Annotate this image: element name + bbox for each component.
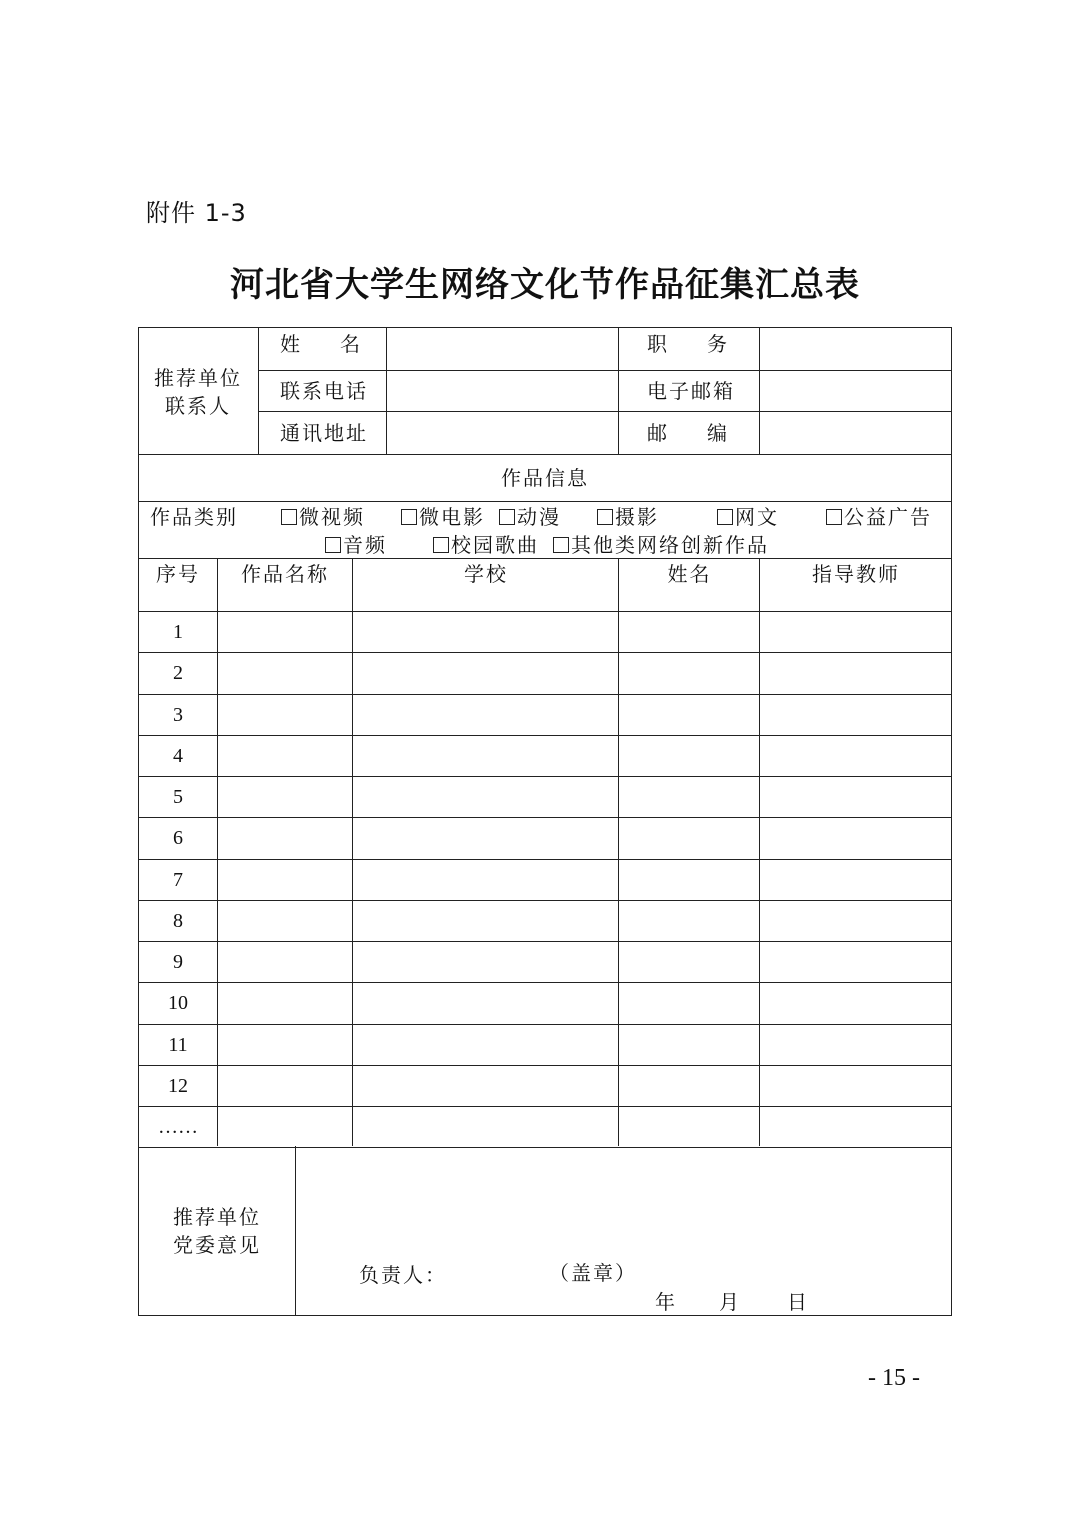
table-cell-field[interactable] xyxy=(620,613,759,650)
table-cell-field[interactable] xyxy=(620,943,759,980)
responsible-person-label: 负责人： xyxy=(359,1263,447,1287)
page-title: 河北省大学生网络文化节作品征集汇总表 xyxy=(230,265,860,305)
table-cell-field[interactable] xyxy=(218,943,352,980)
table-cell-field[interactable] xyxy=(761,1067,951,1104)
address-label: 通讯地址 xyxy=(280,421,368,445)
postcode-label: 邮 编 xyxy=(647,421,727,445)
position-label: 职 务 xyxy=(647,332,727,356)
category-option[interactable] xyxy=(826,503,932,531)
opinion-label-line2: 党委意见 xyxy=(173,1233,261,1257)
table-cell-field[interactable] xyxy=(354,861,618,898)
table-row-index: 5 xyxy=(173,786,183,808)
opinion-label xyxy=(140,1203,294,1259)
table-cell-field[interactable] xyxy=(218,696,352,733)
category-option[interactable] xyxy=(717,503,779,531)
category-option-label: 微电影 xyxy=(419,505,485,529)
checkbox-icon[interactable] xyxy=(325,537,341,553)
divider xyxy=(138,1106,952,1107)
table-cell-field[interactable] xyxy=(620,1108,759,1145)
table-row-index: 8 xyxy=(173,910,183,932)
table-cell-field[interactable] xyxy=(620,819,759,856)
table-cell-field[interactable] xyxy=(218,1067,352,1104)
table-cell-field[interactable] xyxy=(354,778,618,815)
checkbox-icon[interactable] xyxy=(597,509,613,525)
divider xyxy=(618,327,619,454)
checkbox-icon[interactable] xyxy=(281,509,297,525)
date-day-label: 日 xyxy=(787,1290,807,1314)
table-cell-field[interactable] xyxy=(620,778,759,815)
name-label: 姓 名 xyxy=(280,332,360,356)
table-cell-field[interactable] xyxy=(354,943,618,980)
checkbox-icon[interactable] xyxy=(433,537,449,553)
divider xyxy=(138,1024,952,1025)
table-cell-field[interactable] xyxy=(620,696,759,733)
contact-group-label xyxy=(140,364,256,420)
contact-group-label-line1: 推荐单位 xyxy=(154,366,242,390)
checkbox-icon[interactable] xyxy=(826,509,842,525)
divider xyxy=(138,941,952,942)
table-row-index: 1 xyxy=(173,621,183,643)
divider xyxy=(138,694,952,695)
attachment-label: 附件 1-3 xyxy=(146,199,247,227)
table-cell-field[interactable] xyxy=(761,861,951,898)
divider xyxy=(138,652,952,653)
checkbox-icon[interactable] xyxy=(553,537,569,553)
table-cell-field[interactable] xyxy=(620,861,759,898)
table-row-index: 11 xyxy=(168,1034,188,1056)
table-row-index: …… xyxy=(158,1116,198,1138)
divider xyxy=(258,411,951,412)
divider xyxy=(352,558,353,1146)
divider xyxy=(618,558,619,1146)
table-cell-field[interactable] xyxy=(218,1026,352,1063)
table-cell-field[interactable] xyxy=(218,613,352,650)
date-year-label: 年 xyxy=(655,1290,675,1314)
category-option-label: 摄影 xyxy=(615,505,659,529)
table-row-index: 3 xyxy=(173,704,183,726)
table-cell-field[interactable] xyxy=(218,819,352,856)
category-option-label: 其他类网络创新作品 xyxy=(571,533,769,557)
table-cell-field[interactable] xyxy=(620,737,759,774)
category-option[interactable] xyxy=(597,503,659,531)
table-border-top xyxy=(138,327,952,328)
category-option[interactable] xyxy=(553,531,769,559)
divider xyxy=(138,454,952,455)
opinion-label-line1: 推荐单位 xyxy=(173,1205,261,1229)
date-month-label: 月 xyxy=(719,1290,739,1314)
table-cell-field[interactable] xyxy=(218,984,352,1021)
table-border-bottom xyxy=(138,1315,952,1316)
category-option-label: 动漫 xyxy=(517,505,561,529)
divider xyxy=(138,735,952,736)
table-row-index: 7 xyxy=(173,869,183,891)
divider xyxy=(759,327,760,454)
category-option[interactable] xyxy=(433,531,539,559)
table-cell-field[interactable] xyxy=(218,737,352,774)
table-cell-field[interactable] xyxy=(761,696,951,733)
category-option-label: 音频 xyxy=(343,533,387,557)
category-option-label: 公益广告 xyxy=(844,505,932,529)
table-cell-field[interactable] xyxy=(218,654,352,691)
divider xyxy=(138,982,952,983)
table-cell-field[interactable] xyxy=(620,984,759,1021)
divider xyxy=(138,1065,952,1066)
table-cell-field[interactable] xyxy=(354,984,618,1021)
table-cell-field[interactable] xyxy=(761,737,951,774)
divider xyxy=(138,558,952,559)
table-cell-field[interactable] xyxy=(354,737,618,774)
page-number: - 15 - xyxy=(868,1365,920,1391)
category-option[interactable] xyxy=(281,503,365,531)
divider xyxy=(759,558,760,1146)
table-cell-field[interactable] xyxy=(620,902,759,939)
email-label: 电子邮箱 xyxy=(647,379,735,403)
column-header-school: 学校 xyxy=(464,562,508,586)
table-cell-field[interactable] xyxy=(761,902,951,939)
table-row-index: 10 xyxy=(168,992,188,1014)
column-header-index: 序号 xyxy=(156,562,200,586)
table-cell-field[interactable] xyxy=(761,984,951,1021)
table-cell-field[interactable] xyxy=(354,819,618,856)
table-row-index: 4 xyxy=(173,745,183,767)
table-cell-field[interactable] xyxy=(218,778,352,815)
works-info-header: 作品信息 xyxy=(501,466,589,490)
category-option[interactable] xyxy=(499,503,561,531)
column-header-name: 姓名 xyxy=(667,562,712,586)
table-row-index: 9 xyxy=(173,951,183,973)
table-cell-field[interactable] xyxy=(218,1108,352,1145)
table-border-right xyxy=(951,327,952,1315)
table-cell-field[interactable] xyxy=(761,654,951,691)
category-option-label: 微视频 xyxy=(299,505,365,529)
divider xyxy=(258,327,259,454)
column-header-work-name: 作品名称 xyxy=(241,562,329,586)
divider xyxy=(258,370,951,371)
seal-label: （盖章） xyxy=(549,1261,637,1285)
table-border-left xyxy=(138,327,139,1315)
table-cell-field[interactable] xyxy=(761,1108,951,1145)
checkbox-icon[interactable] xyxy=(401,509,417,525)
table-cell-field[interactable] xyxy=(620,1026,759,1063)
table-cell-field[interactable] xyxy=(354,1067,618,1104)
table-cell-field[interactable] xyxy=(354,613,618,650)
table-cell-field[interactable] xyxy=(218,861,352,898)
table-cell-field[interactable] xyxy=(354,696,618,733)
table-cell-field[interactable] xyxy=(761,778,951,815)
phone-label: 联系电话 xyxy=(280,379,368,403)
category-label: 作品类别 xyxy=(150,505,238,529)
divider xyxy=(138,501,952,502)
table-row-index: 6 xyxy=(173,827,183,849)
table-cell-field[interactable] xyxy=(354,1108,618,1145)
divider xyxy=(138,611,952,612)
table-cell-field[interactable] xyxy=(620,654,759,691)
divider xyxy=(295,1146,296,1315)
table-cell-field[interactable] xyxy=(761,1026,951,1063)
category-option[interactable] xyxy=(325,531,387,559)
table-cell-field[interactable] xyxy=(620,1067,759,1104)
checkbox-icon[interactable] xyxy=(499,509,515,525)
table-cell-field[interactable] xyxy=(761,613,951,650)
table-cell-field[interactable] xyxy=(761,819,951,856)
divider xyxy=(138,776,952,777)
divider xyxy=(138,817,952,818)
column-header-teacher: 指导教师 xyxy=(812,562,900,586)
category-option[interactable] xyxy=(401,503,485,531)
divider xyxy=(138,900,952,901)
divider xyxy=(386,327,387,454)
checkbox-icon[interactable] xyxy=(717,509,733,525)
table-cell-field[interactable] xyxy=(354,654,618,691)
table-cell-field[interactable] xyxy=(354,902,618,939)
contact-group-label-line2: 联系人 xyxy=(165,394,231,418)
table-cell-field[interactable] xyxy=(761,943,951,980)
category-option-label: 网文 xyxy=(735,505,779,529)
table-row-index: 2 xyxy=(173,662,183,684)
category-option-label: 校园歌曲 xyxy=(451,533,539,557)
divider xyxy=(138,1147,952,1148)
divider xyxy=(138,859,952,860)
table-row-index: 12 xyxy=(168,1075,188,1097)
table-cell-field[interactable] xyxy=(354,1026,618,1063)
table-cell-field[interactable] xyxy=(218,902,352,939)
